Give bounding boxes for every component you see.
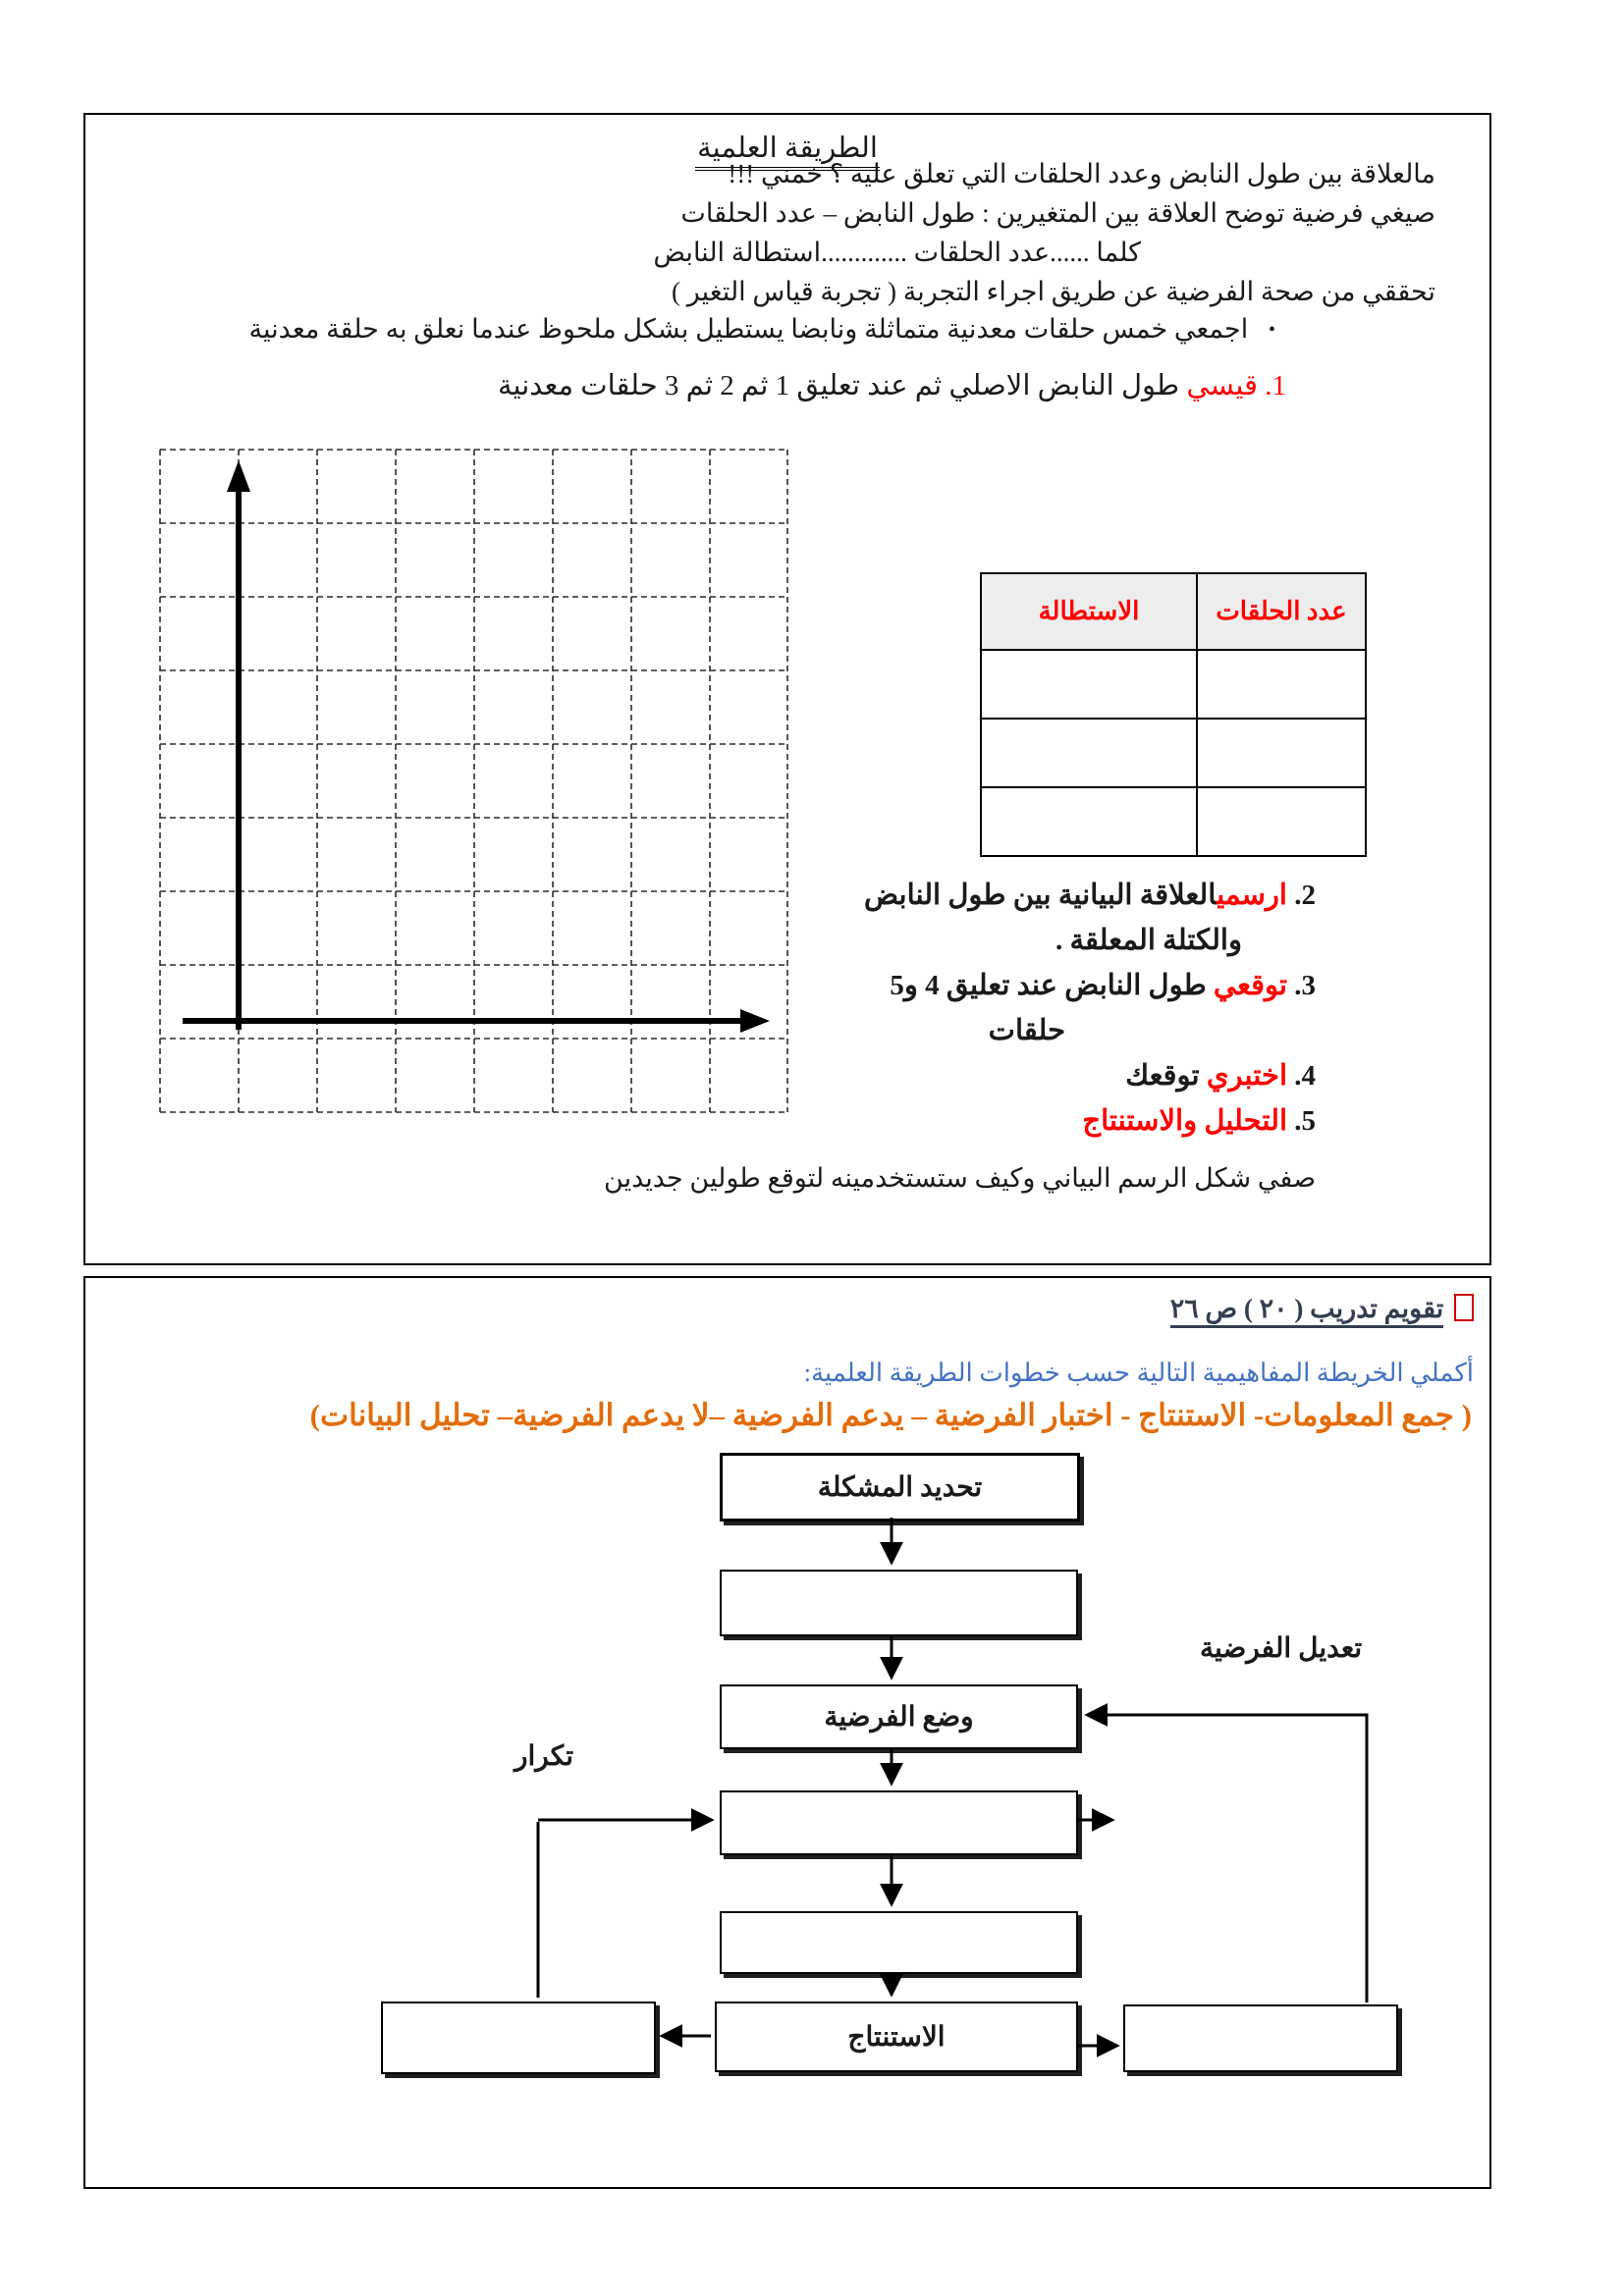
flow-box-blank-test-hypothesis[interactable]: [720, 1790, 1078, 1855]
step-2-text: العلاقة البيانية بين طول النابض: [864, 880, 1217, 911]
flow-box-form-hypothesis: [720, 1684, 1078, 1749]
table-cell-empty[interactable]: [981, 650, 1197, 719]
y-axis-arrow: [227, 460, 250, 1030]
flow-box-label: تحديد المشكلة: [817, 1472, 983, 1503]
step-2-keyword: ارسمي: [1217, 880, 1287, 911]
step-5-number: 5.: [1294, 1105, 1316, 1137]
materials-bullet-item: [249, 314, 1275, 345]
step-1-keyword: قيسي: [1186, 370, 1258, 401]
evaluation-title: [1170, 1294, 1474, 1324]
concept-map-instruction: أكملي الخريطة المفاهيمية التالية حسب خطوات الطريقة العلمية:: [803, 1359, 1474, 1387]
step-5-analyze: [687, 1098, 1316, 1144]
intro-line-fill-blank: كلما ......عدد الحلقات .............استطالة النابض: [653, 238, 1141, 267]
step-3-continuation: حلقات: [988, 1015, 1065, 1046]
step-1-text: طول النابض الاصلي ثم عند تعليق 1 ثم 2 ثم 3 حلقات معدنية: [497, 370, 1180, 401]
table-row: [981, 650, 1366, 719]
bullet-icon: •: [1268, 319, 1275, 341]
step-2-draw: [687, 873, 1316, 918]
table-row: [981, 719, 1366, 787]
step-3-predict: [687, 963, 1316, 1008]
step-2-number: 2.: [1294, 880, 1316, 911]
intro-paragraph: [144, 154, 1435, 311]
step-3-text: طول النابض عند تعليق 4 و5: [890, 970, 1214, 1001]
flow-box-identify-problem: [720, 1453, 1080, 1522]
step-1-number: 1.: [1265, 370, 1286, 401]
step-4-keyword: اختبري: [1206, 1060, 1287, 1092]
section-scientific-method: [83, 113, 1491, 1265]
intro-line-hypothesis: صيغي فرضية توضح العلاقة بين المتغيرين : طول النابض – عدد الحلقات: [680, 198, 1435, 228]
flow-box-conclusion: [715, 2002, 1078, 2072]
evaluation-title-text: تقويم تدريب ( ٢٠ ) ص ٢٦: [1170, 1294, 1444, 1328]
table-cell-empty[interactable]: [1197, 787, 1366, 856]
step-1-measure: [498, 368, 1286, 402]
step-5-keyword: التحليل والاستنتاج: [1082, 1105, 1287, 1137]
table-header-elongation: الاستطالة: [981, 573, 1197, 650]
rings-elongation-table: [980, 572, 1367, 857]
step-4-number: 4.: [1294, 1060, 1316, 1092]
step-4-test: [687, 1053, 1316, 1098]
section-evaluation: [83, 1276, 1491, 2189]
describe-graph-line: صفي شكل الرسم البياني وكيف ستستخدمينه لتوقع طولين جديدين: [604, 1163, 1316, 1193]
step-4-text: توقعك: [1125, 1060, 1207, 1092]
label-modify-hypothesis: تعديل الفرضية: [1200, 1633, 1363, 1664]
steps-2-to-5: [687, 873, 1316, 1144]
word-bank: ( جمع المعلومات- الاستنتاج - اختبار الفرضية – يدعم الفرضية –لا يدعم الفرضية– تحليل البيانات): [309, 1398, 1472, 1432]
flow-box-blank-not-support-hypothesis[interactable]: [1123, 2004, 1398, 2072]
flow-box-label: وضع الفرضية: [824, 1702, 974, 1733]
flow-box-blank-supports-hypothesis[interactable]: [381, 2002, 656, 2074]
flow-box-blank-analyze-data[interactable]: [720, 1911, 1078, 1974]
step-2-continuation: والكتلة المعلقة .: [1055, 925, 1242, 956]
table-cell-empty[interactable]: [1197, 650, 1366, 719]
table-cell-empty[interactable]: [1197, 719, 1366, 787]
materials-text: اجمعي خمس حلقات معدنية متماثلة ونابضا يستطيل بشكل ملحوظ عندما نعلق به حلقة معدنية: [248, 314, 1249, 344]
intro-line-question: مالعلاقة بين طول النابض وعدد الحلقات التي تعلق عليه ؟ خمني !!!: [728, 159, 1435, 188]
placeholder-glyph-icon: [1454, 1294, 1474, 1321]
flow-box-blank-collect-info[interactable]: [720, 1570, 1078, 1636]
label-repeat: تكرار: [514, 1741, 574, 1772]
step-3-number: 3.: [1294, 970, 1316, 1001]
flow-box-label: الاستنتاج: [847, 2022, 946, 2053]
intro-line-verify: تحققي من صحة الفرضية عن طريق اجراء التجربة ( تجربة قياس التغير ): [671, 277, 1435, 306]
table-header-row: [981, 573, 1366, 650]
step-3-keyword: توقعي: [1213, 970, 1287, 1001]
table-row: [981, 787, 1366, 856]
page-title-text: الطريقة العلمية: [695, 133, 880, 171]
x-axis-arrow: [183, 1009, 770, 1033]
table-cell-empty[interactable]: [981, 787, 1197, 856]
table-cell-empty[interactable]: [981, 719, 1197, 787]
table-header-rings: عدد الحلقات: [1197, 573, 1366, 650]
